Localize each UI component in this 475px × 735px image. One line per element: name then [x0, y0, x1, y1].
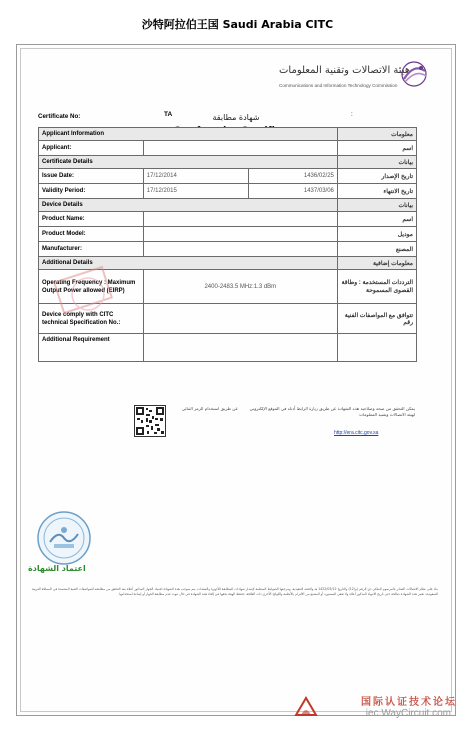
logo-english-text: Communications and Information Technology Commission: [279, 83, 398, 88]
field-value-hijri: 1436/02/25: [248, 169, 337, 184]
field-label-arabic: تاريخ الانتهاء: [337, 184, 416, 199]
field-label: Manufacturer:: [39, 242, 144, 257]
section-applicant-information: [39, 128, 417, 141]
field-label-arabic: المصنع: [337, 242, 416, 257]
forum-logo-icon: [293, 695, 319, 719]
field-label-arabic: [337, 334, 416, 362]
certificate-approval-caption: اعتماد الشهادة: [28, 564, 86, 573]
field-label-arabic: موديل: [337, 227, 416, 242]
field-label: Operating Frequency : Maximum Output Power allowed (EIRP): [39, 270, 144, 304]
field-value: 2400-2483.5 MHz:1.3 dBm: [143, 270, 337, 304]
certificate-number-colon: :: [351, 111, 353, 118]
section-label-arabic: معلومات: [337, 128, 416, 141]
field-label-arabic: اسم: [337, 141, 416, 156]
field-label: Applicant:: [39, 141, 144, 156]
field-label: Validity Period:: [39, 184, 144, 199]
field-value-gregorian: 17/12/2014: [143, 169, 248, 184]
citc-logo: [279, 59, 429, 99]
field-value-gregorian: 17/12/2015: [143, 184, 248, 199]
field-value: [143, 334, 337, 362]
watermark-url: iec.WayCircuit.com: [365, 708, 451, 719]
field-value: [143, 227, 337, 242]
field-value: [143, 212, 337, 227]
certificate-details-table: [38, 127, 417, 362]
row-additional-requirement: [39, 334, 417, 362]
section-label-arabic: معلومات إضافية: [337, 257, 416, 270]
field-label: Product Name:: [39, 212, 144, 227]
qr-code-icon: [134, 405, 166, 437]
certificate-title-arabic: شهادة مطابقة: [212, 113, 260, 122]
section-label: Additional Details: [39, 257, 338, 270]
field-label-arabic: تتوافق مع المواصفات الفنية رقم: [337, 304, 416, 334]
row-applicant: [39, 141, 417, 156]
watermark-chinese: 国际认证技术论坛: [361, 697, 457, 708]
section-certificate-details: [39, 156, 417, 169]
section-label-arabic: بيانات: [337, 199, 416, 212]
certificate-number-label: Certificate No:: [38, 113, 81, 120]
row-product-name: [39, 212, 417, 227]
field-value-hijri: 1437/03/06: [248, 184, 337, 199]
field-label-arabic: اسم: [337, 212, 416, 227]
citc-logo-icon: [399, 59, 429, 89]
field-value: [143, 141, 337, 156]
field-label-arabic: تاريخ الإصدار: [337, 169, 416, 184]
logo-arabic-text: هيئة الاتصالات وتقنية المعلومات: [279, 65, 411, 76]
field-label: Product Model:: [39, 227, 144, 242]
page-heading: 沙特阿拉伯王国 Saudi Arabia CITC: [141, 18, 334, 31]
section-label: Device Details: [39, 199, 338, 212]
field-value: [143, 304, 337, 334]
forum-watermark: [257, 693, 457, 727]
field-label: Issue Date:: [39, 169, 144, 184]
certificate-number-row: [38, 111, 398, 123]
field-label: Additional Requirement: [39, 334, 144, 362]
certificate-number-value: TA: [164, 111, 173, 118]
row-product-model: [39, 227, 417, 242]
verification-text-left: عن طريق استخدام الرمز الثنائي: [181, 406, 238, 411]
row-issue-date: [39, 169, 417, 184]
section-label-arabic: بيانات: [337, 156, 416, 169]
legal-footer-text: بناء على نظام الاتصالات الصادر بالمرسوم الملكي ذي الرقم (م/12) والتاريخ 1422/03/12 هـ ولائحته التنفيذية، ومرجعها الضوابط المنظمة لإصدار شهادات المطابقة للأجهزة والمعدات، يتم بموجب هذه الشهادة اعتماد الجهاز المذكور أعلاه بعد التحقق من مطابقته للمواصفات الفنية المعتمدة في المملكة العربية السعودية. تعتبر هذه الشهادة صالحة حتى تاريخ الانتهاء المذكور أعلاه ولا تعفي المستورد أو المصنع من الالتزام بالأنظمة واللوائح الأخرى ذات العلاقة. تحتفظ الهيئة بحقها في إلغاء هذه الشهادة في حال ثبوت عدم مطابقة الجهاز أو إساءة استخدامها.: [32, 587, 438, 596]
verification-text: يمكن التحقق من صحة وصلاحية هذه الشهادة عن طريق زيارة الرابط أدناه في الموقع الإلكتروني لهيئة الاتصالات وتقنية المعلومات: [249, 406, 415, 417]
seal-icon: [36, 510, 92, 566]
faded-stamp-watermark: [48, 264, 128, 324]
section-label: Applicant Information: [39, 128, 338, 141]
row-manufacturer: [39, 242, 417, 257]
verification-link[interactable]: http://era.citc.gov.sa: [334, 430, 379, 436]
section-label: Certificate Details: [39, 156, 338, 169]
field-label-arabic: الترددات المستخدمة : وطاقة القصوى المسموحة: [337, 270, 416, 304]
field-value: [143, 242, 337, 257]
field-label: Device comply with CITC technical Specification No.:: [39, 304, 144, 334]
row-validity-period: [39, 184, 417, 199]
section-device-details: [39, 199, 417, 212]
